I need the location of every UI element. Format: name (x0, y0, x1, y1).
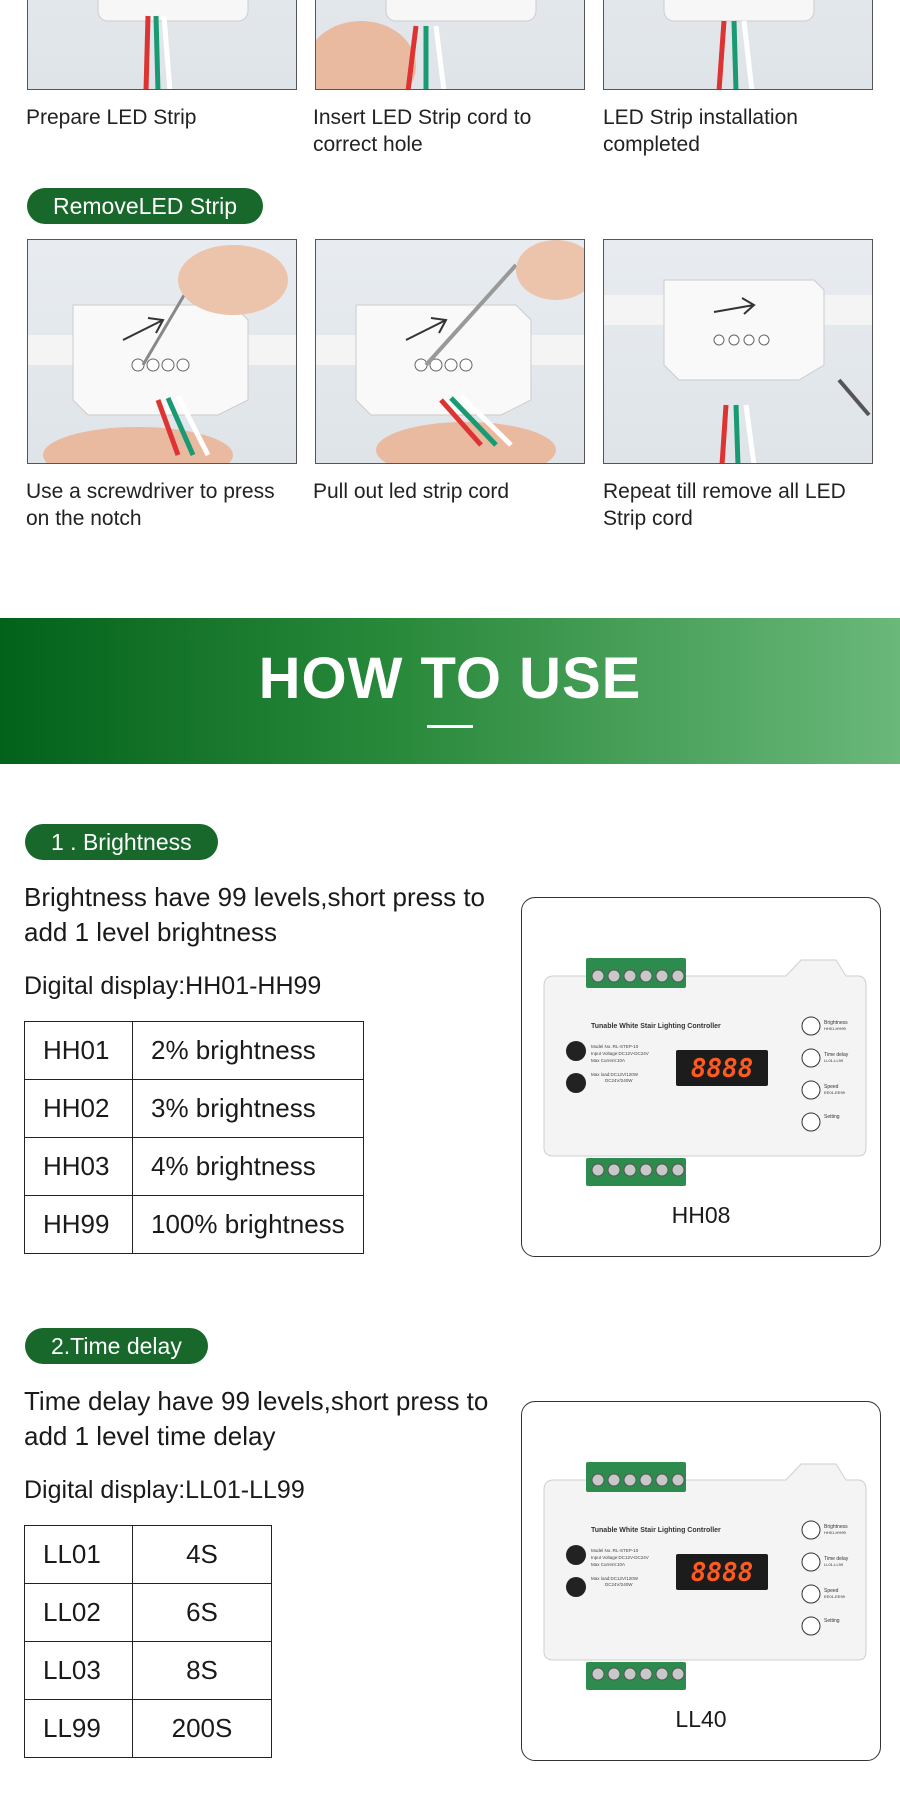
remove-photo-1 (27, 239, 297, 464)
level-code: LL03 (25, 1642, 133, 1700)
device-title: Tunable White Stair Lighting Controller (591, 1023, 721, 1030)
device-spec-line: Model No.:RL-STEP-10 (591, 1548, 639, 1553)
table-row (25, 1526, 272, 1584)
time-delay-table (24, 1525, 272, 1758)
device-button-label: Speed (824, 1588, 839, 1594)
remove-photo-3 (603, 239, 873, 464)
table-row (25, 1138, 364, 1196)
install-photo-1 (27, 0, 297, 90)
controller-device-illustration (536, 958, 868, 1188)
time-delay-section-title: 2.Time delay (25, 1328, 208, 1364)
device-button-label: Speed (824, 1084, 839, 1090)
device-digits: 8888 (690, 1054, 754, 1084)
level-value: 6S (133, 1584, 272, 1642)
brightness-table (24, 1021, 364, 1254)
device-spec-line: Max Current:10A (591, 1562, 626, 1567)
level-value: 2% brightness (133, 1022, 364, 1080)
screwdriver-press-image (28, 240, 297, 464)
device-button-range: EE01-EE99 (824, 1090, 845, 1095)
all-cords-removed-image (604, 240, 873, 464)
brightness-description: Brightness have 99 levels,short press to add 1 level brightness (24, 882, 486, 947)
level-value: 4S (133, 1526, 272, 1584)
device-spec-line: Input Voltage:DC12V-DC24V (591, 1051, 649, 1056)
remove-section-title: RemoveLED Strip (27, 188, 263, 224)
level-value: 3% brightness (133, 1080, 364, 1138)
remove-photo-2 (315, 239, 585, 464)
device-digits: 8888 (690, 1558, 754, 1588)
level-value: 200S (133, 1700, 272, 1758)
level-code: LL02 (25, 1584, 133, 1642)
level-value: 100% brightness (133, 1196, 364, 1254)
device-button-label: Brightness (824, 1020, 848, 1026)
install-photo-3 (603, 0, 873, 90)
pull-out-cord-image (316, 240, 585, 464)
level-value: 4% brightness (133, 1138, 364, 1196)
level-code: HH99 (25, 1196, 133, 1254)
table-row (25, 1196, 364, 1254)
table-row (25, 1584, 272, 1642)
device-spec-line: Max load:DC12V/120W (591, 1576, 639, 1581)
controller-device (536, 1462, 868, 1692)
time-delay-description: Time delay have 99 levels,short press to add 1 level time delay (24, 1386, 489, 1451)
how-to-use-banner (0, 618, 900, 764)
device-button-label: Time delay (824, 1556, 849, 1562)
level-code: HH01 (25, 1022, 133, 1080)
level-value: 8S (133, 1642, 272, 1700)
remove-caption-2: Pull out led strip cord (313, 480, 510, 503)
level-code: LL99 (25, 1700, 133, 1758)
time-delay-device-label: LL40 (675, 1706, 727, 1732)
device-spec-line: Model No.:RL-STEP-10 (591, 1044, 639, 1049)
table-row (25, 1700, 272, 1758)
brightness-section-title: 1 . Brightness (25, 824, 218, 860)
device-button-range: HH01-HH99 (824, 1026, 846, 1031)
time-delay-display-range: Digital display:LL01-LL99 (24, 1476, 305, 1504)
device-button-label: Time delay (824, 1052, 849, 1058)
device-button-range: HH01-HH99 (824, 1530, 846, 1535)
brightness-device-card (521, 897, 881, 1257)
time-delay-device-card (521, 1401, 881, 1761)
level-code: HH02 (25, 1080, 133, 1138)
level-code: HH03 (25, 1138, 133, 1196)
install-photo-2 (315, 0, 585, 90)
device-spec-line: DC24V/240W (605, 1078, 633, 1083)
table-row (25, 1642, 272, 1700)
banner-divider (427, 725, 473, 728)
table-row (25, 1022, 364, 1080)
remove-caption-1: Use a screwdriver to press on the notch (26, 480, 275, 530)
device-button-label: Setting (824, 1618, 840, 1624)
brightness-display-range: Digital display:HH01-HH99 (24, 972, 322, 1000)
led-strip-completed-image (604, 0, 873, 90)
device-spec-line: DC24V/240W (605, 1582, 633, 1587)
led-strip-insert-image (316, 0, 585, 90)
led-strip-prepare-image (28, 0, 297, 90)
controller-device (536, 958, 868, 1188)
device-spec-line: Max load:DC12V/120W (591, 1072, 639, 1077)
remove-caption-3: Repeat till remove all LED Strip cord (603, 480, 846, 530)
device-button-range: EE01-EE99 (824, 1594, 845, 1599)
level-code: LL01 (25, 1526, 133, 1584)
install-caption-1: Prepare LED Strip (26, 106, 197, 129)
install-caption-3: LED Strip installation completed (603, 106, 798, 156)
device-button-label: Brightness (824, 1524, 848, 1530)
controller-device-illustration (536, 1462, 868, 1692)
device-button-label: Setting (824, 1114, 840, 1120)
banner-title: HOW TO USE (258, 646, 642, 711)
device-title: Tunable White Stair Lighting Controller (591, 1527, 721, 1534)
device-spec-line: Max Current:10A (591, 1058, 626, 1063)
device-button-range: LL01-LL99 (824, 1562, 844, 1567)
brightness-device-label: HH08 (671, 1202, 731, 1228)
table-row (25, 1080, 364, 1138)
device-spec-line: Input Voltage:DC12V-DC24V (591, 1555, 649, 1560)
device-button-range: LL01-LL99 (824, 1058, 844, 1063)
install-caption-2: Insert LED Strip cord to correct hole (313, 106, 532, 156)
